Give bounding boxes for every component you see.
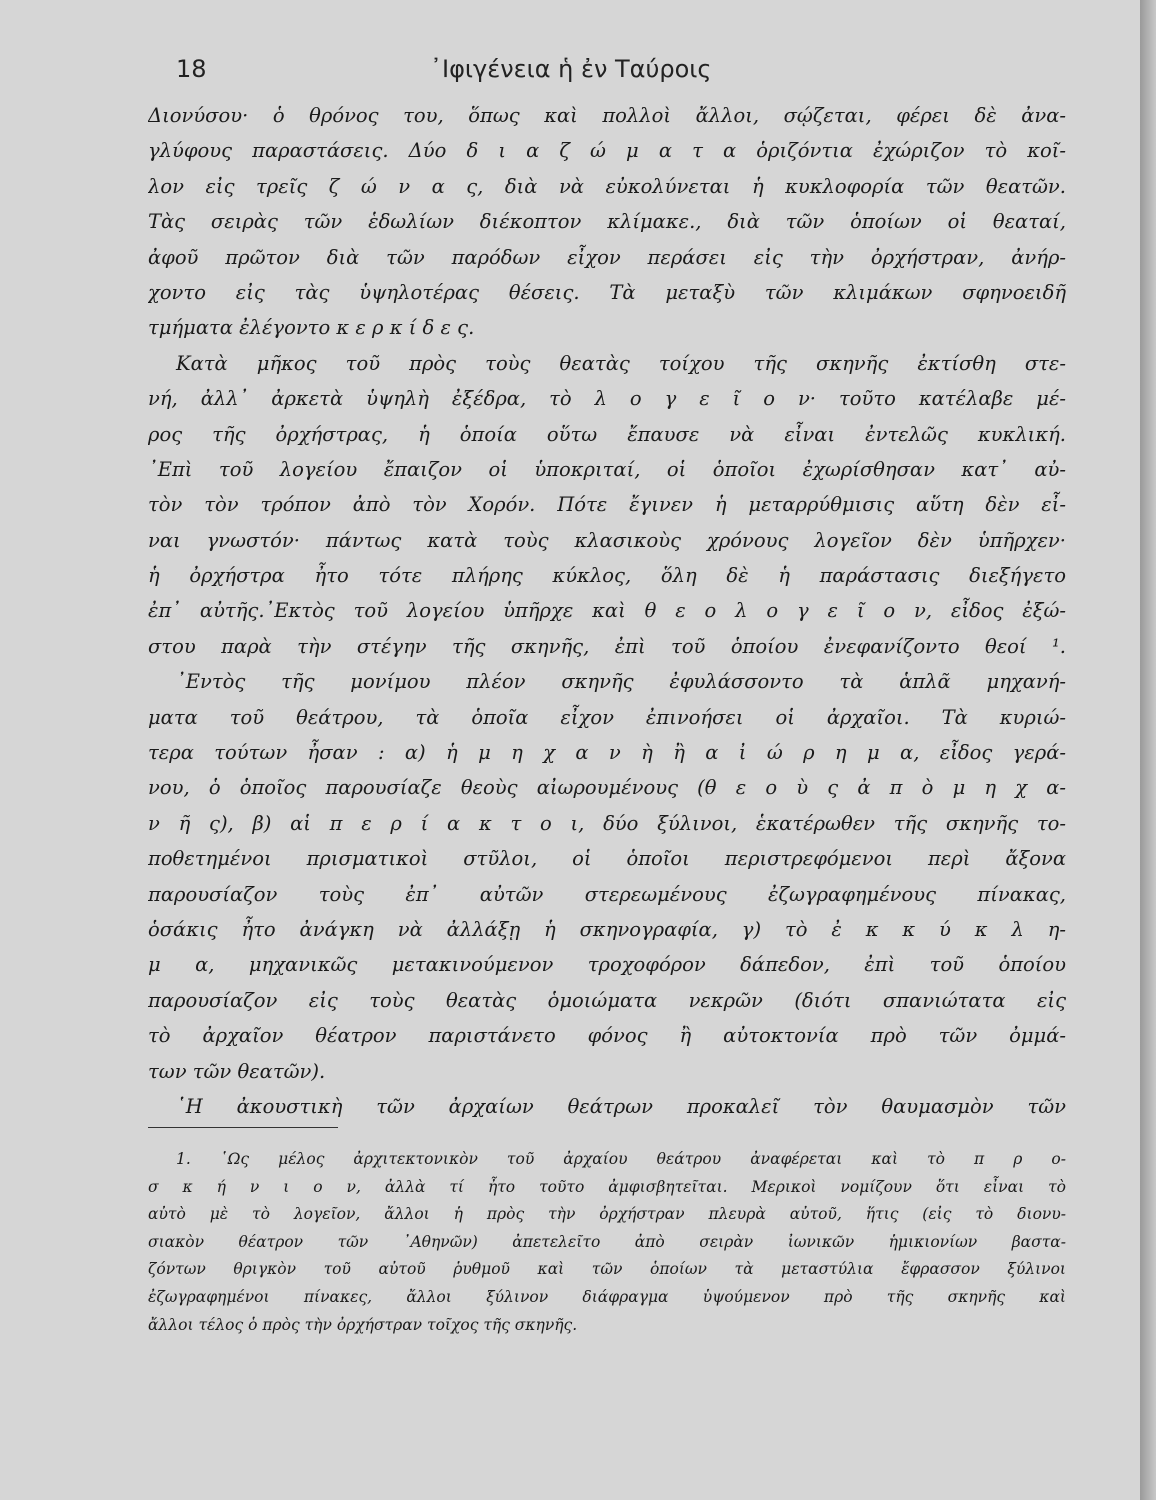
body-line: τὸν τὸν τρόπον ἀπὸ τὸν Χορόν. Πότε ἔγινεν ἡ μεταρρύθμισις αὕτη δὲν εἶ-	[148, 493, 1066, 517]
body-line: παρουσίαζον εἰς τοὺς θεατὰς ὁμοιώματα νεκρῶν (διότι σπανιώτατα εἰς	[148, 988, 1066, 1012]
body-line: χοντο εἰς τὰς ὑψηλοτέρας θέσεις. Τὰ μεταξὺ τῶν κλιμάκων σφηνοειδῆ	[148, 280, 1066, 304]
body-line: ῾Η ἀκουστικὴ τῶν ἀρχαίων θεάτρων προκαλεῖ τὸν θαυμασμὸν τῶν	[176, 1094, 1066, 1118]
body-line: νή, ἀλλ᾿ ἀρκετὰ ὑψηλὴ ἐξέδρα, τὸ λ ο γ ε ῖ ο ν· τοῦτο κατέλαβε μέ-	[148, 387, 1066, 411]
body-line: ᾿Εντὸς τῆς μονίμου πλέον σκηνῆς ἐφυλάσσοντο τὰ ἁπλᾶ μηχανή-	[176, 670, 1066, 694]
body-line: Τὰς σειρὰς τῶν ἑδωλίων διέκοπτον κλίμακε., διὰ τῶν ὁποίων οἱ θεαταί,	[148, 210, 1066, 234]
body-line: ἡ ὀρχήστρα ἦτο τότε πλήρης κύκλος, ὅλη δὲ ἡ παράστασις διεξήγετο	[148, 564, 1066, 588]
body-line: παρουσίαζον τοὺς ἐπ᾿ αὐτῶν στερεωμένους ἐζωγραφημένους πίνακας,	[148, 882, 1066, 906]
body-line: ὁσάκις ἦτο ἀνάγκη νὰ ἀλλάξῃ ἡ σκηνογραφία, γ) τὸ ἐ κ κ ύ κ λ η-	[148, 917, 1066, 941]
footnote-line: σ κ ή ν ι ο ν, ἀλλὰ τί ἦτο τοῦτο ἀμφισβητεῖται. Μερικοὶ νομίζουν ὅτι εἶναι τὸ	[148, 1177, 1066, 1196]
body-line: Κατὰ μῆκος τοῦ πρὸς τοὺς θεατὰς τοίχου τῆς σκηνῆς ἐκτίσθη στε-	[176, 351, 1066, 375]
body-line: ν ῆ ς), β) αἱ π ε ρ ί α κ τ ο ι, δύο ξύλινοι, ἑκατέρωθεν τῆς σκηνῆς το-	[148, 811, 1066, 835]
body-line: νου, ὁ ὁποῖος παρουσίαζε θεοὺς αἰωρουμένους (θ ε ο ὺ ς ἀ π ὸ μ η χ α-	[148, 776, 1066, 800]
body-line: ματα τοῦ θεάτρου, τὰ ὁποῖα εἶχον ἐπινοήσει οἱ ἀρχαῖοι. Τὰ κυριώ-	[148, 705, 1066, 729]
footnote-line: ἐζωγραφημένοι πίνακες, ἄλλοι ξύλινον διάφραγμα ὑψούμενον πρὸ τῆς σκηνῆς καὶ	[148, 1287, 1066, 1306]
body-line: ᾿Επὶ τοῦ λογείου ἔπαιζον οἱ ὑποκριταί, οἱ ὁποῖοι ἐχωρίσθησαν κατ᾿ αὐ-	[148, 457, 1066, 481]
page-number: 18	[176, 55, 207, 83]
body-line: μ α, μηχανικῶς μετακινούμενον τροχοφόρον δάπεδον, ἐπὶ τοῦ ὁποίου	[148, 953, 1066, 977]
body-line: ἐπ᾿ αὐτῆς.᾿Εκτὸς τοῦ λογείου ὑπῆρχε καὶ θ ε ο λ ο γ ε ῖ ο ν, εἶδος ἐξώ-	[148, 599, 1066, 623]
body-line: τμήματα ἐλέγοντο κ ε ρ κ ί δ ε ς.	[148, 316, 475, 340]
footnote-line: ζόντων θριγκὸν τοῦ αὐτοῦ ῥυθμοῦ καὶ τῶν ὁποίων τὰ μεταστύλια ἔφρασσον ξύλινοι	[148, 1260, 1066, 1279]
body-line: στου παρὰ τὴν στέγην τῆς σκηνῆς, ἐπὶ τοῦ ὁποίου ἐνεφανίζοντο θεοί ¹.	[148, 634, 1066, 658]
body-line: γλύφους παραστάσεις. Δύο δ ι α ζ ώ μ α τ α ὁριζόντια ἐχώριζον τὸ κοῖ-	[148, 139, 1066, 163]
body-line: ρος τῆς ὀρχήστρας, ἡ ὁποία οὕτω ἔπαυσε νὰ εἶναι ἐντελῶς κυκλική.	[148, 422, 1066, 446]
body-line: ποθετημένοι πρισματικοὶ στῦλοι, οἱ ὁποῖοι περιστρεφόμενοι περὶ ἄξονα	[148, 847, 1066, 871]
footnote-rule	[148, 1127, 338, 1128]
footnote-line: σιακὸν θέατρον τῶν ᾿Αθηνῶν) ἀπετελεῖτο ἀπὸ σειρὰν ἰωνικῶν ἡμικιονίων βαστα-	[148, 1232, 1066, 1251]
footnote-line: ἄλλοι τέλος ὁ πρὸς τὴν ὀρχήστραν τοῖχος τῆς σκηνῆς.	[148, 1315, 578, 1334]
footnote-line: αὐτὸ μὲ τὸ λογεῖον, ἄλλοι ἡ πρὸς τὴν ὀρχήστραν πλευρὰ αὐτοῦ, ἥτις (εἰς τὸ διονυ-	[148, 1205, 1066, 1224]
body-text	[148, 98, 1066, 1124]
body-line: τὸ ἀρχαῖον θέατρον παριστάνετο φόνος ἢ αὐτοκτονία πρὸ τῶν ὀμμά-	[148, 1024, 1066, 1048]
body-line: των τῶν θεατῶν).	[148, 1059, 326, 1083]
footnote-line: 1. ῾Ως μέλος ἀρχιτεκτονικὸν τοῦ ἀρχαίου θεάτρου ἀναφέρεται καὶ τὸ π ρ ο-	[176, 1150, 1066, 1168]
footnote	[148, 1146, 1066, 1339]
body-line: ἀφοῦ πρῶτον διὰ τῶν παρόδων εἶχον περάσει εἰς τὴν ὀρχήστραν, ἀνήρ-	[148, 245, 1066, 269]
body-line: λον εἰς τρεῖς ζ ώ ν α ς, διὰ νὰ εὐκολύνεται ἡ κυκλοφορία τῶν θεατῶν.	[148, 174, 1066, 198]
body-line: Διονύσου· ὁ θρόνος του, ὅπως καὶ πολλοὶ ἄλλοι, σῴζεται, φέρει δὲ ἀνα-	[148, 104, 1066, 127]
page-header	[0, 55, 1140, 85]
body-line: τερα τούτων ἦσαν : α) ἡ μ η χ α ν ὴ ἢ α ἰ ώ ρ η μ α, εἶδος γερά-	[148, 741, 1066, 765]
running-title: ᾿Ιφιγένεια ἡ ἐν Ταύροις	[430, 55, 712, 83]
body-line: ναι γνωστόν· πάντως κατὰ τοὺς κλασικοὺς χρόνους λογεῖον δὲν ὑπῆρχεν·	[148, 528, 1066, 552]
page-edge	[1140, 0, 1156, 1500]
